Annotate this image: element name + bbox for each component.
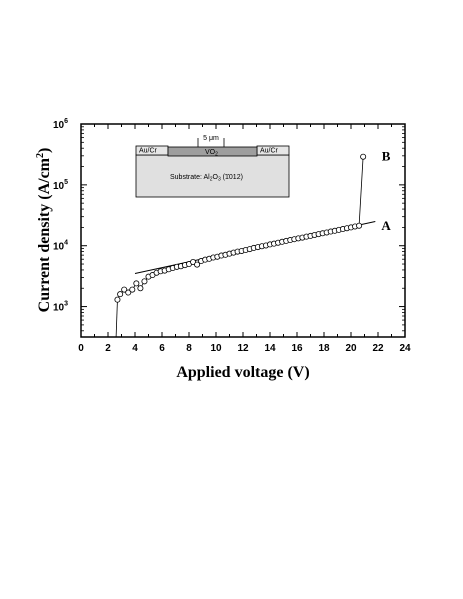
y-tick-base: 10: [52, 180, 65, 192]
inset-substrate-open: (: [220, 174, 225, 181]
x-axis-title: Applied voltage (V): [176, 364, 310, 381]
y-axis-title-tail: ): [36, 147, 53, 153]
data-point: [357, 223, 362, 228]
inset-dimension-label: 5 μm: [203, 135, 219, 142]
data-point: [130, 287, 135, 292]
inset-film-sub: 2: [215, 151, 218, 158]
annotation-layer: [381, 149, 391, 233]
data-point: [115, 297, 120, 302]
inset-left-contact-label: Au/Cr: [139, 147, 157, 155]
x-tick-label: 6: [159, 343, 165, 354]
inset-substrate-sub2: 3: [217, 176, 221, 183]
x-tick-label: 18: [318, 343, 330, 354]
data-point: [361, 154, 366, 159]
x-tick-label: 10: [210, 343, 222, 354]
x-tick-label: 20: [345, 343, 357, 354]
x-tick-label: 14: [264, 343, 276, 354]
inset-substrate-prefix: Substrate: Al: [170, 174, 210, 181]
x-tick-label: 16: [291, 343, 303, 354]
onset-jump-line: [116, 300, 117, 337]
x-tick-label: 2: [105, 343, 111, 354]
y-tick-base: 10: [52, 302, 65, 314]
x-tick-label: 8: [186, 343, 192, 354]
y-tick-exponent: 6: [64, 118, 68, 125]
annotation-label-b: B: [381, 148, 391, 164]
y-tick-exponent: 4: [64, 239, 68, 247]
inset-substrate-rest: 012): [228, 174, 243, 181]
data-point: [134, 281, 139, 286]
y-tick-label: [53, 179, 68, 192]
y-axis-title: [35, 148, 53, 313]
inset-right-contact-label: Au/Cr: [260, 147, 278, 155]
x-tick-label: 4: [132, 343, 138, 354]
device-inset: [136, 135, 289, 197]
x-tick-label: 0: [78, 343, 84, 354]
data-point: [118, 292, 123, 297]
x-tick-label: 22: [372, 343, 384, 354]
inset-film-main: VO: [205, 149, 216, 156]
y-tick-label: [53, 240, 68, 253]
inset-substrate-sub1: 2: [209, 176, 213, 183]
inset-substrate-mid: O: [212, 174, 218, 181]
y-tick-exponent: 5: [64, 178, 68, 186]
y-tick-base: 10: [52, 241, 65, 253]
y-tick-label: [53, 118, 68, 131]
data-point: [142, 279, 147, 284]
annotation-label-a: A: [381, 218, 391, 234]
inset-substrate-bar-digit: 1: [225, 174, 229, 181]
y-axis-title-sup: 2: [35, 152, 46, 158]
x-tick-label: 12: [237, 343, 249, 354]
y-tick-base: 10: [52, 120, 65, 131]
data-point: [138, 286, 143, 291]
y-tick-exponent: 3: [64, 300, 68, 308]
y-tick-label: [53, 301, 68, 314]
y-axis-title-main: Current density (A/cm: [36, 157, 53, 313]
x-tick-label: 24: [399, 343, 411, 354]
